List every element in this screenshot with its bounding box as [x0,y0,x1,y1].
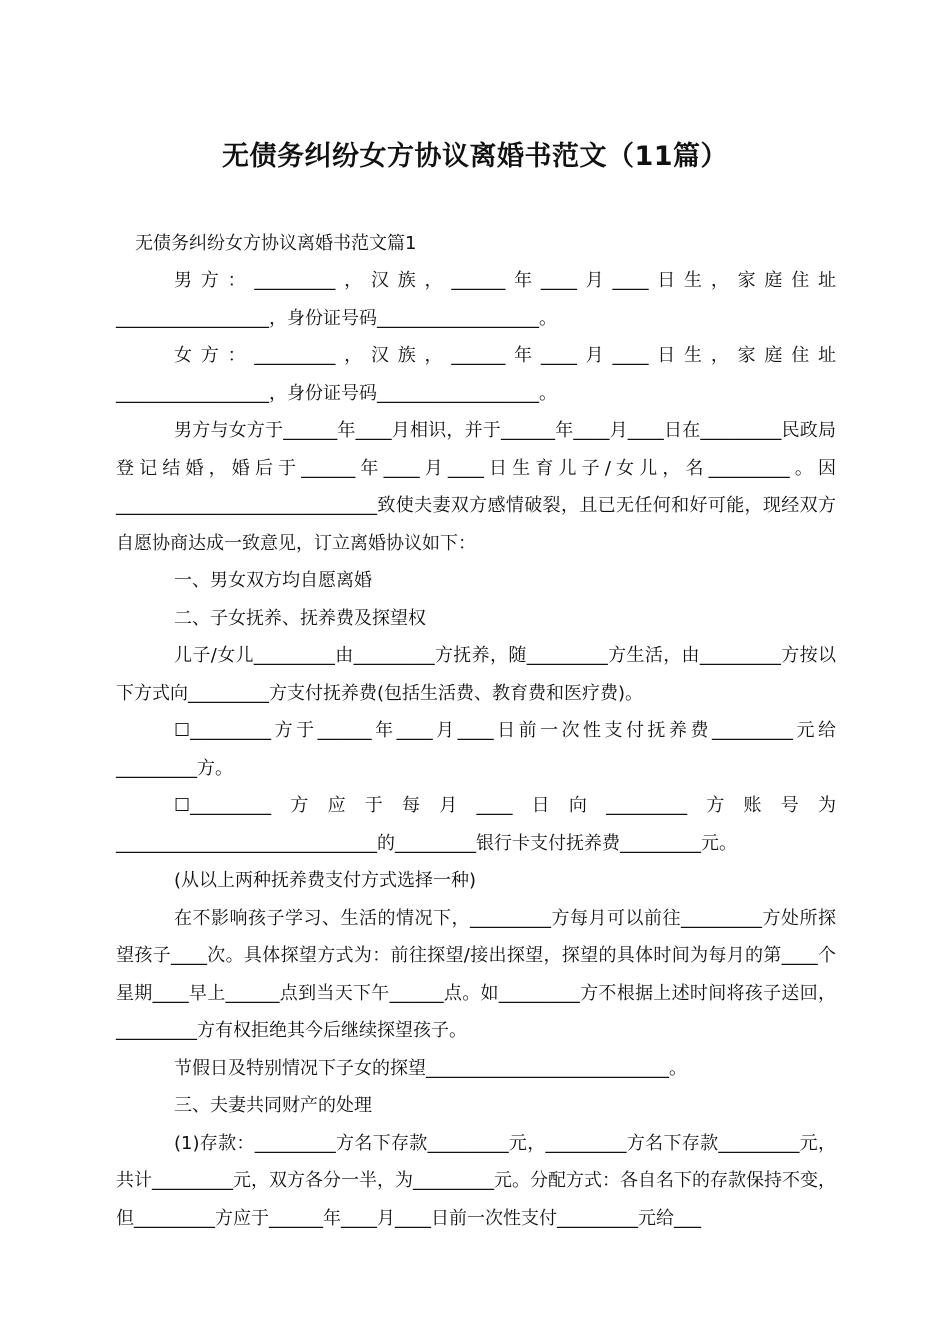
paragraph-deposits: (1)存款：_________方名下存款_________元，_________方名下存款_________元，共计_________元，双方各分一半，为_________元。分配方式：各自名下的存款保持不变，但_________方应于______年____月____日前一次性支付_________元给___ [116,1132,836,1229]
section-heading: 无债务纠纷女方协议离婚书范文篇1 [135,233,417,254]
paragraph-choose-note: (从以上两种抚养费支付方式选择一种) [174,870,477,891]
clause-heading-divorce: 一、男女双方均自愿离婚 [174,570,372,591]
clause-heading-custody: 二、子女抚养、抚养费及探望权 [174,607,426,629]
option-monthly: ☐_________方应于每月____日向_________方账号为_____________________________的_________银行卡支付抚养费_________元。 [116,795,836,854]
document-body [116,262,836,1237]
paragraph-female-party: 女方：_________，汉族，______年____月____日生，家庭住址_________________，身份证号码__________________。 [116,345,836,404]
paragraph-visitation: 在不影响孩子学习、生活的情况下，_________方每月可以前往_________方处所探望孩子____次。具体探望方式为：前往探望/接出探望，探望的具体时间为每月的第____个星期____早上______点到当天下午______点。如_________方不根据上述时间将孩子送回，_________方有权拒绝其今后继续探望孩子。 [116,907,836,1041]
paragraph-holiday-visitation: 节假日及特别情况下子女的探望___________________________。 [174,1057,687,1079]
paragraph-male-party: 男方：_________，汉族，______年____月____日生，家庭住址_________________，身份证号码__________________。 [116,270,836,329]
clause-heading-property: 三、夫妻共同财产的处理 [174,1095,372,1116]
option-lump-sum: ☐_________方于______年____月____日前一次性支付抚养费_________元给_________方。 [116,720,836,779]
paragraph-background: 男方与女方于______年____月相识，并于______年____月____日在_________民政局登记结婚，婚后于______年____月____日生育儿子/女儿，名_________。因_____________________________致使夫妻双方感情破裂，且已无任何和好可能，现经双方自愿协商达成一致意见，订立离婚协议如下： [116,420,836,554]
document-title: 无债务纠纷女方协议离婚书范文（11篇） [221,141,729,172]
paragraph-custody: 儿子/女儿_________由_________方抚养，随_________方生活，由_________方按以下方式向_________方支付抚养费(包括生活费、教育费和医疗费)。 [116,645,837,704]
